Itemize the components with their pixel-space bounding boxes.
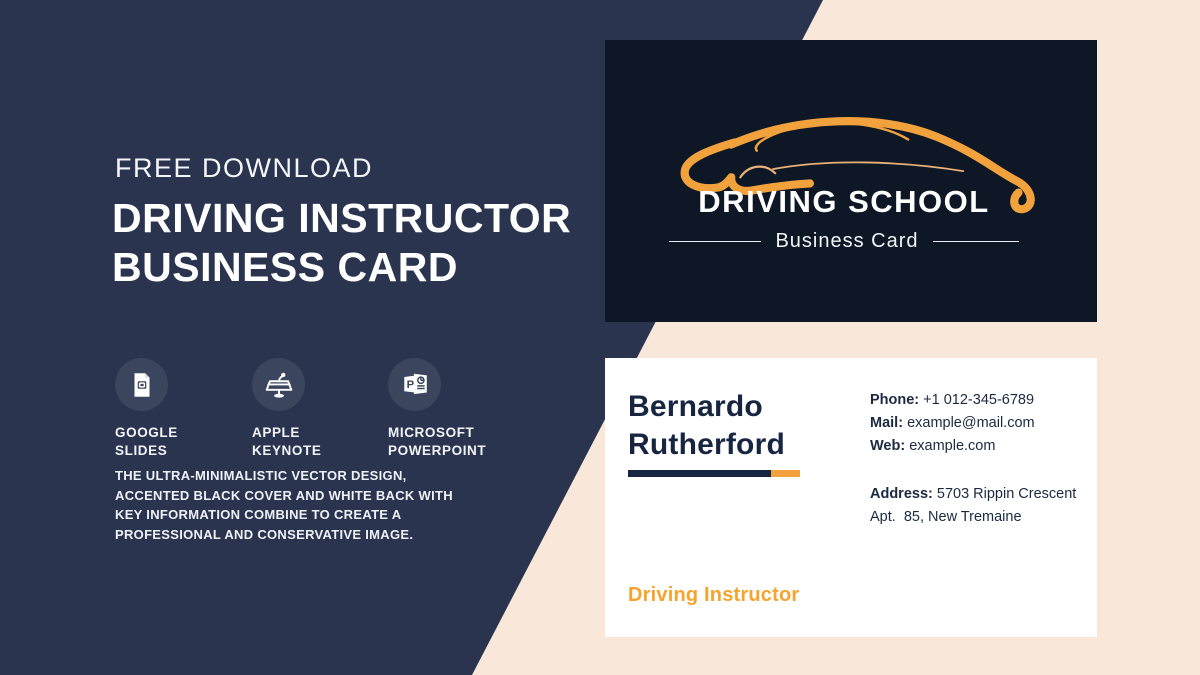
available-formats	[115, 358, 538, 460]
eyebrow-free-download: FREE DOWNLOAD	[115, 153, 374, 183]
web-value: example.com	[909, 438, 996, 454]
page-title	[112, 194, 571, 292]
format-label: GOOGLE SLIDES	[115, 425, 178, 459]
business-card-back	[605, 358, 1097, 637]
apple-keynote-icon	[252, 358, 305, 411]
business-card-front	[605, 40, 1097, 322]
format-microsoft-powerpoint	[388, 358, 538, 460]
bar-orange-segment	[771, 470, 800, 477]
title-line-2: BUSINESS CARD	[112, 244, 458, 291]
address-row: Address: 5703 Rippin Crescent Apt. 85, New Tremaine	[870, 486, 1077, 525]
logo-subtitle: Business Card	[775, 230, 919, 252]
address-line-1: 5703 Rippin Crescent	[936, 486, 1077, 502]
logo-subtitle-row	[605, 230, 1083, 253]
phone-value: +1 012-345-6789	[923, 392, 1035, 408]
bar-dark-segment	[628, 470, 771, 477]
phone-row: Phone: +1 012-345-6789	[870, 392, 1035, 408]
format-label: APPLE KEYNOTE	[252, 425, 322, 459]
title-line-1: DRIVING INSTRUCTOR	[112, 195, 572, 241]
microsoft-powerpoint-icon	[388, 358, 441, 411]
format-google-slides	[115, 358, 252, 460]
format-apple-keynote	[252, 358, 388, 460]
google-slides-icon	[115, 358, 168, 411]
logo-title: DRIVING SCHOOL	[698, 184, 990, 219]
address-line-2: Apt. 85, New Tremaine	[870, 509, 1022, 525]
mail-row: Mail: example@mail.com	[870, 415, 1035, 431]
svg-text:P: P	[406, 378, 414, 391]
left-rule	[669, 241, 761, 243]
name-underline-bar	[628, 470, 800, 477]
format-label: MICROSOFT POWERPOINT	[388, 425, 487, 459]
job-title: Driving Instructor	[628, 584, 800, 606]
right-rule	[933, 241, 1019, 243]
mail-value: example@mail.com	[907, 415, 1035, 431]
contact-details	[870, 389, 1076, 529]
web-row: Web: example.com	[870, 438, 996, 454]
template-description: THE ULTRA-MINIMALISTIC VECTOR DESIGN, ACCENTED BLACK COVER AND WHITE BACK WITH KEY INFORMATION COMBINE TO CREATE A PROFESSIONAL AND CONSERVATIVE IMAGE.	[115, 468, 453, 542]
person-name: Bernardo Rutherford	[628, 390, 785, 461]
